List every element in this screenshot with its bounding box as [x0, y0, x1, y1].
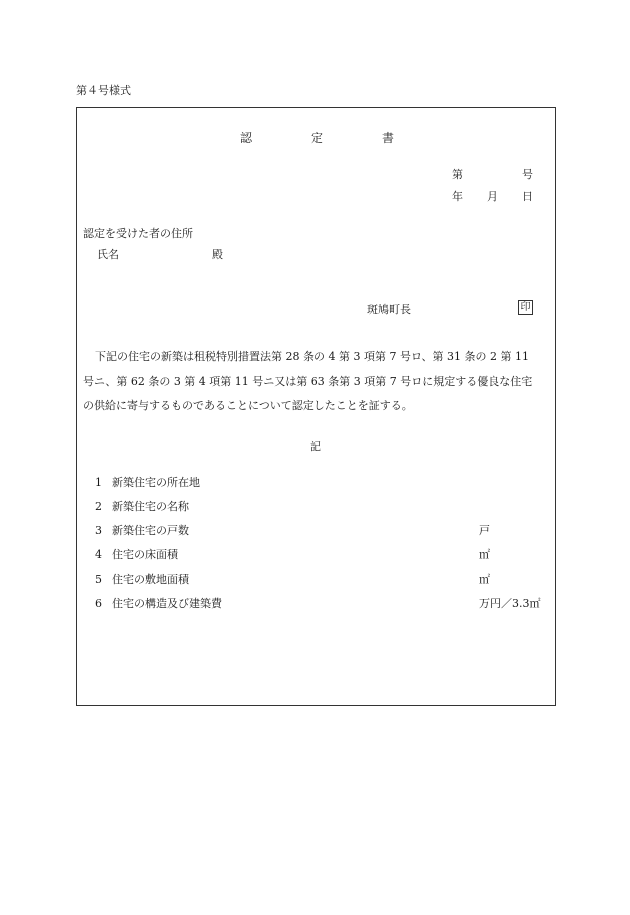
- date-month-label: 月: [487, 190, 498, 203]
- body-line-1: 下記の住宅の新築は租税特別措置法第 28 条の 4 第 3 項第 7 号ロ、第 31 条の 2 第 11: [95, 350, 529, 363]
- form-number: 第４号様式: [76, 84, 131, 97]
- item-number: 1: [95, 476, 102, 489]
- recipient-honorific: 殿: [212, 248, 223, 261]
- item-number: 6: [95, 597, 102, 610]
- item-unit: 戸: [479, 524, 490, 537]
- item-label: 新築住宅の戸数: [112, 524, 189, 537]
- ki-heading: 記: [310, 440, 321, 453]
- item-unit: ㎡: [479, 573, 490, 586]
- item-label: 住宅の構造及び建築費: [112, 597, 222, 610]
- number-prefix: 第: [452, 168, 463, 181]
- item-number: 4: [95, 548, 102, 561]
- item-number: 5: [95, 573, 102, 586]
- item-number: 3: [95, 524, 102, 537]
- item-unit: 万円／3.3㎡: [479, 597, 541, 610]
- item-label: 住宅の敷地面積: [112, 573, 189, 586]
- item-unit: ㎡: [479, 548, 490, 561]
- item-label: 住宅の床面積: [112, 548, 178, 561]
- seal-icon: 印: [518, 300, 533, 315]
- body-line-3: の供給に寄与するものであることについて認定したことを証する。: [83, 399, 413, 412]
- title-char-2: 定: [311, 131, 324, 145]
- recipient-address-label: 認定を受けた者の住所: [83, 227, 193, 240]
- date-day-label: 日: [522, 190, 533, 203]
- body-line-2: 号ニ、第 62 条の 3 第 4 項第 11 号ニ又は第 63 条第 3 項第 7 号ロに規定する優良な住宅: [83, 375, 533, 388]
- item-label: 新築住宅の名称: [112, 500, 189, 513]
- recipient-name-label: 氏名: [97, 248, 119, 261]
- issuer-title: 斑鳩町長: [367, 303, 411, 316]
- item-number: 2: [95, 500, 102, 513]
- title-char-1: 認: [240, 131, 253, 145]
- title-char-3: 書: [382, 131, 395, 145]
- number-suffix: 号: [522, 168, 533, 181]
- date-year-label: 年: [452, 190, 463, 203]
- item-label: 新築住宅の所在地: [112, 476, 200, 489]
